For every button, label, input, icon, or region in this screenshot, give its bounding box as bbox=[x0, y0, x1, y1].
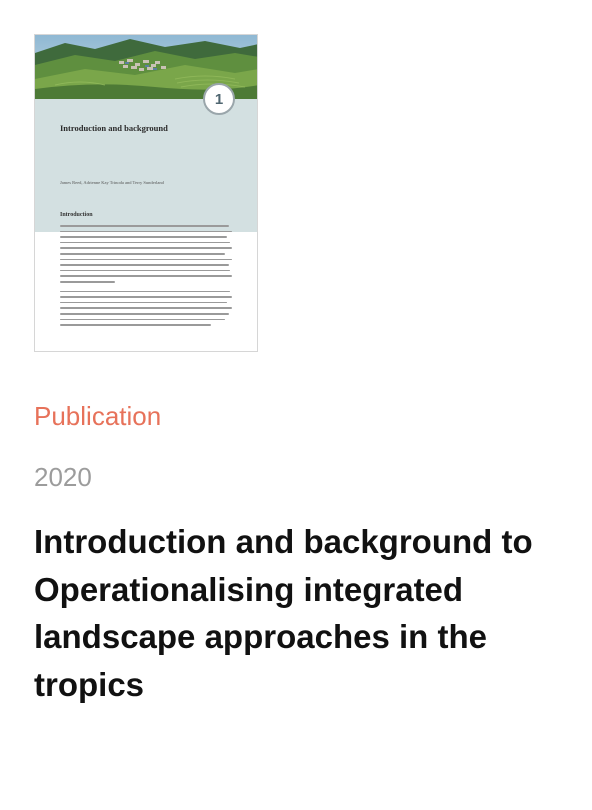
cover-section-heading: Introduction bbox=[60, 212, 93, 218]
publication-type-label: Publication bbox=[34, 401, 162, 431]
cover-title: Introduction and background bbox=[60, 123, 168, 133]
cover-authors: James Reed, Adrienne Kay Trinoda and Terry Sunderland bbox=[60, 180, 164, 185]
publication-year: 2020 bbox=[34, 462, 92, 492]
publication-cover-thumbnail[interactable] bbox=[34, 34, 258, 352]
chapter-number-badge: 1 bbox=[203, 83, 235, 115]
publication-title[interactable]: Introduction and background to Operationalising integrated landscape approaches in the tropics bbox=[34, 523, 533, 703]
cover-body-text bbox=[60, 225, 232, 330]
